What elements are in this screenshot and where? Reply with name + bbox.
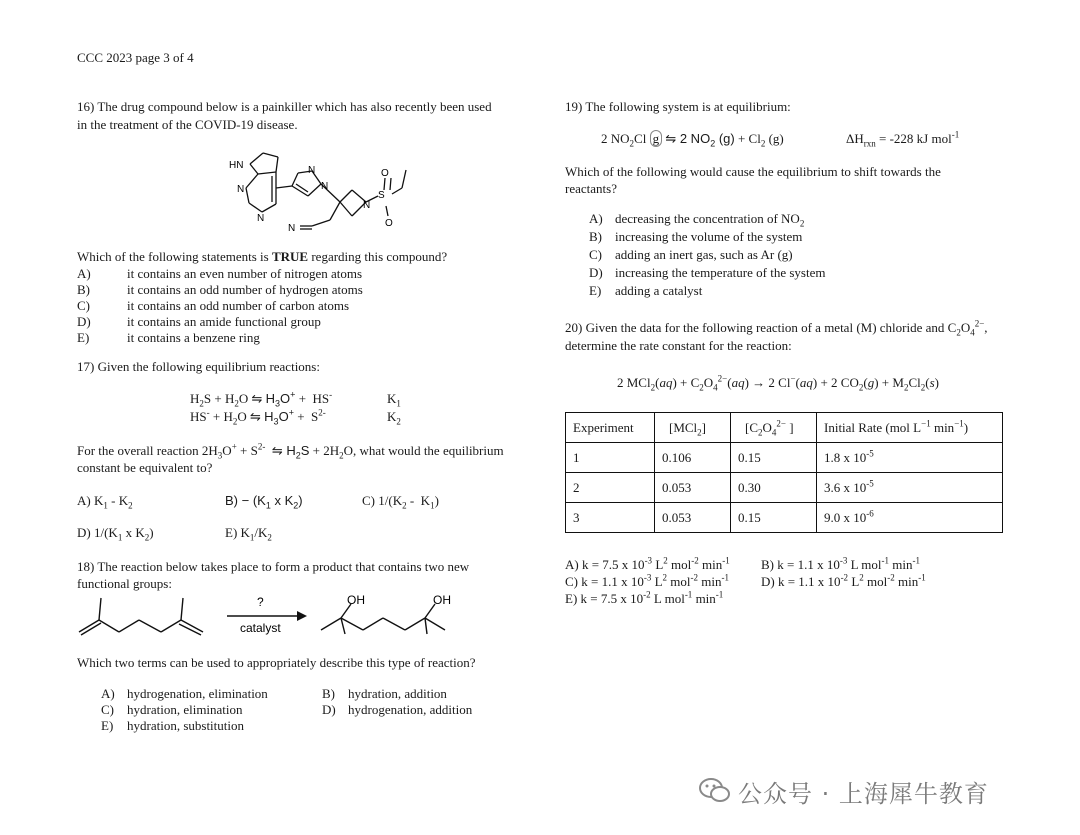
q20-option-c[interactable]: C) k = 1.1 x $10^{-3}$ $L^2$ mol$^{-2}$ $\min^{-1}$ xyxy=(565,572,730,589)
cell-c2o4: 0.15 xyxy=(731,443,817,473)
header-c2o4: [$C_2O_4^{2-}$ ] xyxy=(731,413,817,443)
q16-option-e[interactable]: E) it contains a benzene ring xyxy=(77,330,260,345)
q17-option-c[interactable]: C) $1/(K_2 - K_1)$ xyxy=(362,493,439,511)
q18-reaction-scheme xyxy=(75,590,475,640)
q17-k2: $K_2$ xyxy=(387,409,401,427)
label-n1: N xyxy=(237,184,245,195)
cell-rate: 1.8 x $10^{-5}$ xyxy=(817,443,1003,473)
table-row xyxy=(566,473,1003,503)
q18-option-a[interactable]: A) hydrogenation, elimination xyxy=(101,686,268,701)
q19-question-line1: Which of the following would cause the equilibrium to shift towards the xyxy=(565,164,941,179)
header-rate: Initial Rate (mol $L^{-1}$ $\min^{-1}$) xyxy=(817,413,1003,443)
q17-option-d[interactable]: D) $1/(K_1$ x $K_2$) xyxy=(77,525,154,543)
q16-stem-line1: 16) The drug compound below is a painkiller which has also recently been used xyxy=(77,99,492,114)
q20-option-e[interactable]: E) k = 7.5 x $10^{-2}$ L mol$^{-1}$ $\min^{-1}$ xyxy=(565,589,724,606)
wechat-icon xyxy=(697,775,733,805)
q20-option-a[interactable]: A) k = 7.5 x $10^{-3}$ $L^2$ mol$^{-2}$ $\min^{-1}$ xyxy=(565,555,730,572)
product-oh-1: OH xyxy=(347,593,365,607)
q17-overall-line2: constant be equivalent to? xyxy=(77,460,213,475)
watermark-text: 公众号 · 上海犀牛教育 xyxy=(738,780,989,808)
q16-option-b[interactable]: B) it contains an odd number of hydrogen atoms xyxy=(77,282,363,297)
q19-question-line2: reactants? xyxy=(565,181,617,196)
q19-stem: 19) The following system is at equilibrium: xyxy=(565,99,791,114)
q17-option-b[interactable]: $B) - (K_1$ x $K_2$) xyxy=(225,493,303,511)
q19-option-b[interactable]: B) increasing the volume of the system xyxy=(589,229,803,244)
cell-exp: 3 xyxy=(566,503,655,533)
q18-stem-line2: functional groups: xyxy=(77,576,172,591)
q17-option-a[interactable]: A) $K_1 - K_2$ xyxy=(77,493,133,511)
q20-stem-line1: 20) Given the data for the following reaction of a metal (M) chloride and $C_2O_4^{2-}$, xyxy=(565,318,988,338)
q19-enthalpy: $\Delta H_{rxn} = -228$ kJ mol$^{-1}$ xyxy=(846,129,960,149)
table-row xyxy=(566,443,1003,473)
arrow-reagent: ? xyxy=(257,595,264,609)
cell-c2o4: 0.30 xyxy=(731,473,817,503)
q17-reaction-2: $HS^- + H_2O$ ⇋ $H_3O^+ + S^{2-}$ xyxy=(190,407,326,427)
q18-option-c[interactable]: C) hydration, elimination xyxy=(101,702,243,717)
label-o2: O xyxy=(385,218,393,229)
label-nitrile-n: N xyxy=(288,223,296,234)
table-row xyxy=(566,503,1003,533)
q17-stem: 17) Given the following equilibrium reactions: xyxy=(77,359,320,374)
q19-option-d[interactable]: D) increasing the temperature of the system xyxy=(589,265,826,280)
q18-option-d[interactable]: D) hydrogenation, addition xyxy=(322,702,473,717)
cell-exp: 2 xyxy=(566,473,655,503)
label-n3: N xyxy=(308,165,316,176)
cell-exp: 1 xyxy=(566,443,655,473)
q20-option-b[interactable]: B) k = 1.1 x $10^{-3}$ L mol$^{-1}$ $\min^{-1}$ xyxy=(761,555,921,572)
q17-overall: For the overall reaction $2H_3O^+ + S^{2-}$ ⇋ $H_2S + 2H_2O$, what would the equilibrium xyxy=(77,441,504,461)
header-experiment: Experiment xyxy=(566,413,655,443)
cell-c2o4: 0.15 xyxy=(731,503,817,533)
q19-option-e[interactable]: E) adding a catalyst xyxy=(589,283,703,298)
q16-option-a[interactable]: A) it contains an even number of nitrogen atoms xyxy=(77,266,363,281)
q19-option-a[interactable]: A) decreasing the concentration of $NO_2$ xyxy=(589,211,805,229)
q16-option-c[interactable]: C) it contains an odd number of carbon atoms xyxy=(77,298,350,313)
cell-rate: 3.6 x $10^{-5}$ xyxy=(817,473,1003,503)
q16-drug-structure xyxy=(220,140,420,236)
q17-option-e[interactable]: E) $K_1/K_2$ xyxy=(225,525,272,543)
q18-option-b[interactable]: B) hydration, addition xyxy=(322,686,447,701)
label-n2: N xyxy=(257,213,265,224)
table-header-row xyxy=(566,413,1003,443)
label-s: S xyxy=(378,190,385,201)
label-hn: HN xyxy=(229,160,244,171)
q20-option-d[interactable]: D) k = 1.1 x $10^{-2}$ $L^2$ mol$^{-2}$ $\min^{-1}$ xyxy=(761,572,926,589)
q16-option-d[interactable]: D) it contains an amide functional group xyxy=(77,314,321,329)
q18-stem-line1: 18) The reaction below takes place to form a product that contains two new xyxy=(77,559,470,574)
label-n5: N xyxy=(363,200,371,211)
q20-stem-line2: determine the rate constant for the reaction: xyxy=(565,338,792,353)
cell-rate: 9.0 x $10^{-6}$ xyxy=(817,503,1003,533)
product-oh-2: OH xyxy=(433,593,451,607)
cell-mcl2: 0.053 xyxy=(655,503,731,533)
label-n4: N xyxy=(321,181,329,192)
rate-table xyxy=(565,412,1003,533)
label-o1: O xyxy=(381,168,389,179)
cell-mcl2: 0.106 xyxy=(655,443,731,473)
arrow-condition: catalyst xyxy=(240,621,281,635)
q18-option-e[interactable]: E) hydration, substitution xyxy=(101,718,244,733)
cell-mcl2: 0.053 xyxy=(655,473,731,503)
q19-equation: 2 $NO_2Cl$ g ⇋ 2 $NO_2$ $(g) + Cl_2$ (g) xyxy=(601,131,784,149)
q18-question: Which two terms can be used to appropriately describe this type of reaction? xyxy=(77,655,476,670)
q20-reaction: 2 $MCl_2(aq) + C_2O_4^{2-}(aq) \to 2$ Cl−(aq) + 2 $CO_2(g) + M_2Cl_2(s)$ xyxy=(617,373,939,393)
q16-question: Which of the following statements is TRUE regarding this compound? xyxy=(77,249,448,264)
page-header: CCC 2023 page 3 of 4 xyxy=(77,50,194,65)
q19-option-c[interactable]: C) adding an inert gas, such as Ar (g) xyxy=(589,247,793,262)
header-mcl2: [MCl$_2$] xyxy=(655,413,731,443)
q17-k1: $K_1$ xyxy=(387,391,401,409)
q16-stem-line2: in the treatment of the COVID-19 disease. xyxy=(77,117,298,132)
q17-reaction-1: $H_2S + H_2O$ ⇋ $H_3O^+ + HS^-$ xyxy=(190,389,333,409)
